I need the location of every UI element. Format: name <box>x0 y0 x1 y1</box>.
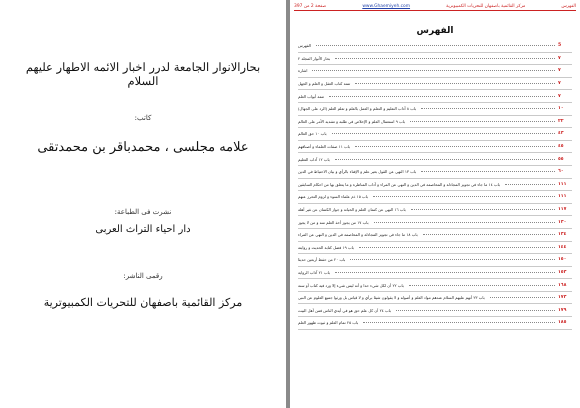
toc-entry-text[interactable]: باب ٨ آداب التعليم و التعلم و العمل بالعلم و تعلم العلم (الرد على الجهال) <box>298 106 417 112</box>
toc-list <box>298 40 572 330</box>
toc-page-number: ١١١ <box>558 194 567 200</box>
toc-entry-text[interactable]: اشارة <box>298 68 308 74</box>
dotted-leader <box>363 322 555 323</box>
header-page-number: صفحة 2 من 397 <box>294 3 327 9</box>
toc-row[interactable] <box>298 304 572 317</box>
toc-entry-text[interactable]: تتمة كتاب العقل و العلم و الجهل <box>298 81 351 87</box>
toc-row[interactable] <box>298 153 572 166</box>
toc-entry-text[interactable]: باب ١٠ حق العالم <box>298 131 327 137</box>
dotted-leader <box>329 96 555 97</box>
toc-heading: الفهرس <box>416 26 454 36</box>
dotted-leader <box>350 259 555 260</box>
toc-entry-text[interactable]: باب ١٦ النهي عن كتمان العلم و الخيانة و جواز الكتمان عن غير أهله <box>298 207 406 213</box>
toc-page-number: ٤٣ <box>558 131 564 137</box>
dotted-leader <box>410 121 555 122</box>
toc-page-number: ٧ <box>558 55 561 61</box>
dotted-leader <box>409 285 555 286</box>
toc-row[interactable] <box>298 90 572 103</box>
dotted-leader <box>421 171 555 172</box>
dotted-leader <box>396 310 555 311</box>
author-name: علامه مجلسی ، محمدباقر بن محمدتقی <box>37 140 249 155</box>
toc-page-number: ٤٥ <box>558 144 564 150</box>
toc-row[interactable] <box>298 179 572 192</box>
toc-row[interactable] <box>298 78 572 91</box>
toc-row[interactable] <box>298 216 572 229</box>
dotted-leader <box>332 133 555 134</box>
toc-row[interactable] <box>298 128 572 141</box>
header-center-title: مركز القائمية باصفهان للتحريات الكمبيوترية <box>446 3 526 9</box>
toc-entry-text[interactable]: باب ٩ استعمال العلم و الإخلاص في طلبه و تشديد الأمر على العالم <box>298 118 405 124</box>
dotted-leader <box>374 222 555 223</box>
toc-row[interactable] <box>298 53 572 66</box>
dotted-leader <box>355 83 555 84</box>
dotted-leader <box>423 234 555 235</box>
toc-entry-text[interactable]: باب ١٤ ما جاء في تجويز المجادلة و المخاصمة في الدين و النهي عن المراء و آداب المناظرة و ما يتعلق بها من احكام السابقين <box>298 181 500 187</box>
dotted-leader <box>316 45 555 46</box>
toc-entry-text[interactable]: باب ٢٤ أن كل علم حق هو في أيدي الناس فمن أهل البيت <box>298 307 391 313</box>
toc-entry-text[interactable]: باب ٢٥ تمام العلم و ثبوت ظهور العلم <box>298 320 359 326</box>
toc-entry-text[interactable]: باب ٢٢ أن لكل شيء حدا و أنه ليس شيء إلا ورد فيه كتاب أو سنة <box>298 282 404 288</box>
toc-row[interactable] <box>298 279 572 292</box>
toc-page-number: ٥٥ <box>558 156 564 162</box>
toc-row[interactable] <box>298 254 572 267</box>
toc-page-number: ١٦٨ <box>558 282 567 288</box>
toc-page-number: ١٧٣ <box>558 295 567 301</box>
header-section: الفهرس <box>561 3 576 9</box>
publisher-label: نشرت فی الطباعة: <box>114 208 172 216</box>
toc-entry-text[interactable]: باب ١٣ النهي عن القول بغير علم و الإفتاء بالرأي و بيان الاحتياط في الدين <box>298 169 417 175</box>
toc-row[interactable] <box>298 116 572 129</box>
dotted-leader <box>505 184 555 185</box>
dotted-leader <box>373 196 555 197</box>
dotted-leader <box>335 272 555 273</box>
toc-page-number: ١٠ <box>558 106 564 112</box>
toc-entry-text[interactable]: تتمة أبواب العلم <box>298 93 325 99</box>
toc-page-number: ١٣٤ <box>558 232 567 238</box>
dotted-leader <box>411 209 555 210</box>
toc-entry-text[interactable]: باب ١٨ ما جاء في تجويز المجادلة و المخاصمة في الدين و النهي عن المراء <box>298 232 418 238</box>
toc-entry-text[interactable]: باب ٢١ آداب الرواية <box>298 269 330 275</box>
page-header <box>294 2 576 11</box>
toc-page-number: ٢٢ <box>558 118 564 124</box>
toc-row[interactable] <box>298 166 572 179</box>
dotted-leader <box>359 247 555 248</box>
dotted-leader <box>490 297 555 298</box>
toc-row[interactable] <box>298 141 572 154</box>
header-website-link[interactable]: www.Ghaemiyeh.com <box>362 3 411 9</box>
toc-row[interactable] <box>298 267 572 280</box>
toc-page-number: ١١٧ <box>558 207 567 213</box>
dotted-leader <box>335 58 555 59</box>
title-page <box>0 0 286 408</box>
book-title: بحارالانوار الجامعة لدرر اخبار الائمه الاطهار علیهم السلام <box>25 60 261 88</box>
contents-page <box>290 0 580 408</box>
toc-row[interactable] <box>298 191 572 204</box>
toc-entry-text[interactable]: باب ١٥ ذم علماء السوء و لزوم التحرز عنهم <box>298 194 368 200</box>
toc-row[interactable] <box>298 292 572 305</box>
toc-entry-text[interactable]: باب ١٩ فضل كتابة الحديث و روايته <box>298 244 354 250</box>
toc-page-number: ٧ <box>558 93 561 99</box>
dotted-leader <box>421 108 555 109</box>
toc-entry-text[interactable]: بحار الأنوار المجلد ٢ <box>298 55 331 61</box>
toc-page-number: ١٣٠ <box>558 219 567 225</box>
toc-row[interactable] <box>298 317 572 330</box>
toc-page-number: ٦٠ <box>558 169 564 175</box>
dotted-leader <box>312 70 555 71</box>
toc-page-number: ١٥٣ <box>558 269 567 275</box>
toc-page-number: ١٨٥ <box>558 320 567 326</box>
digital-publisher-name: مرکز القائمیة باصفهان للتحریات الکمبیوتریة <box>43 296 243 309</box>
toc-row[interactable] <box>298 204 572 217</box>
toc-row[interactable] <box>298 103 572 116</box>
toc-entry-text[interactable]: باب ١١ صفات العلماء و أصنافهم <box>298 144 350 150</box>
toc-page-number: ٧ <box>558 68 561 74</box>
toc-row[interactable] <box>298 242 572 255</box>
author-label: کاتب: <box>134 114 152 122</box>
toc-row[interactable] <box>298 229 572 242</box>
toc-page-number: ١٤٤ <box>558 244 567 250</box>
dotted-leader <box>355 146 555 147</box>
toc-row[interactable] <box>298 65 572 78</box>
toc-row[interactable] <box>298 40 572 53</box>
toc-page-number: ١٧٩ <box>558 307 567 313</box>
toc-entry-text[interactable]: باب ١٢ آداب التعليم <box>298 156 330 162</box>
dotted-leader <box>335 159 555 160</box>
toc-entry-text[interactable]: الفهرس <box>298 43 311 49</box>
digital-publisher-label: رقمی الناشر: <box>123 272 163 280</box>
toc-page-number: ١٥٠ <box>558 257 567 263</box>
toc-entry-text[interactable]: باب ٢٣ أنهم عليهم السلام عندهم مواد العلم و أصوله و لا يقولون شيئا برأي و لا قياس بل ورثوا جميع العلوم عن النبي <box>298 295 485 301</box>
publisher-name: دار احیاء التراث العربی <box>95 224 191 235</box>
toc-entry-text[interactable]: باب ١٧ من يجوز أخذ العلم منه و من لا يجوز <box>298 219 369 225</box>
toc-page-number: ٧ <box>558 81 561 87</box>
toc-page-number: 5 <box>558 43 562 49</box>
toc-page-number: ١١١ <box>558 181 567 187</box>
toc-entry-text[interactable]: باب ٢٠ من حفظ أربعين حديثا <box>298 257 346 263</box>
